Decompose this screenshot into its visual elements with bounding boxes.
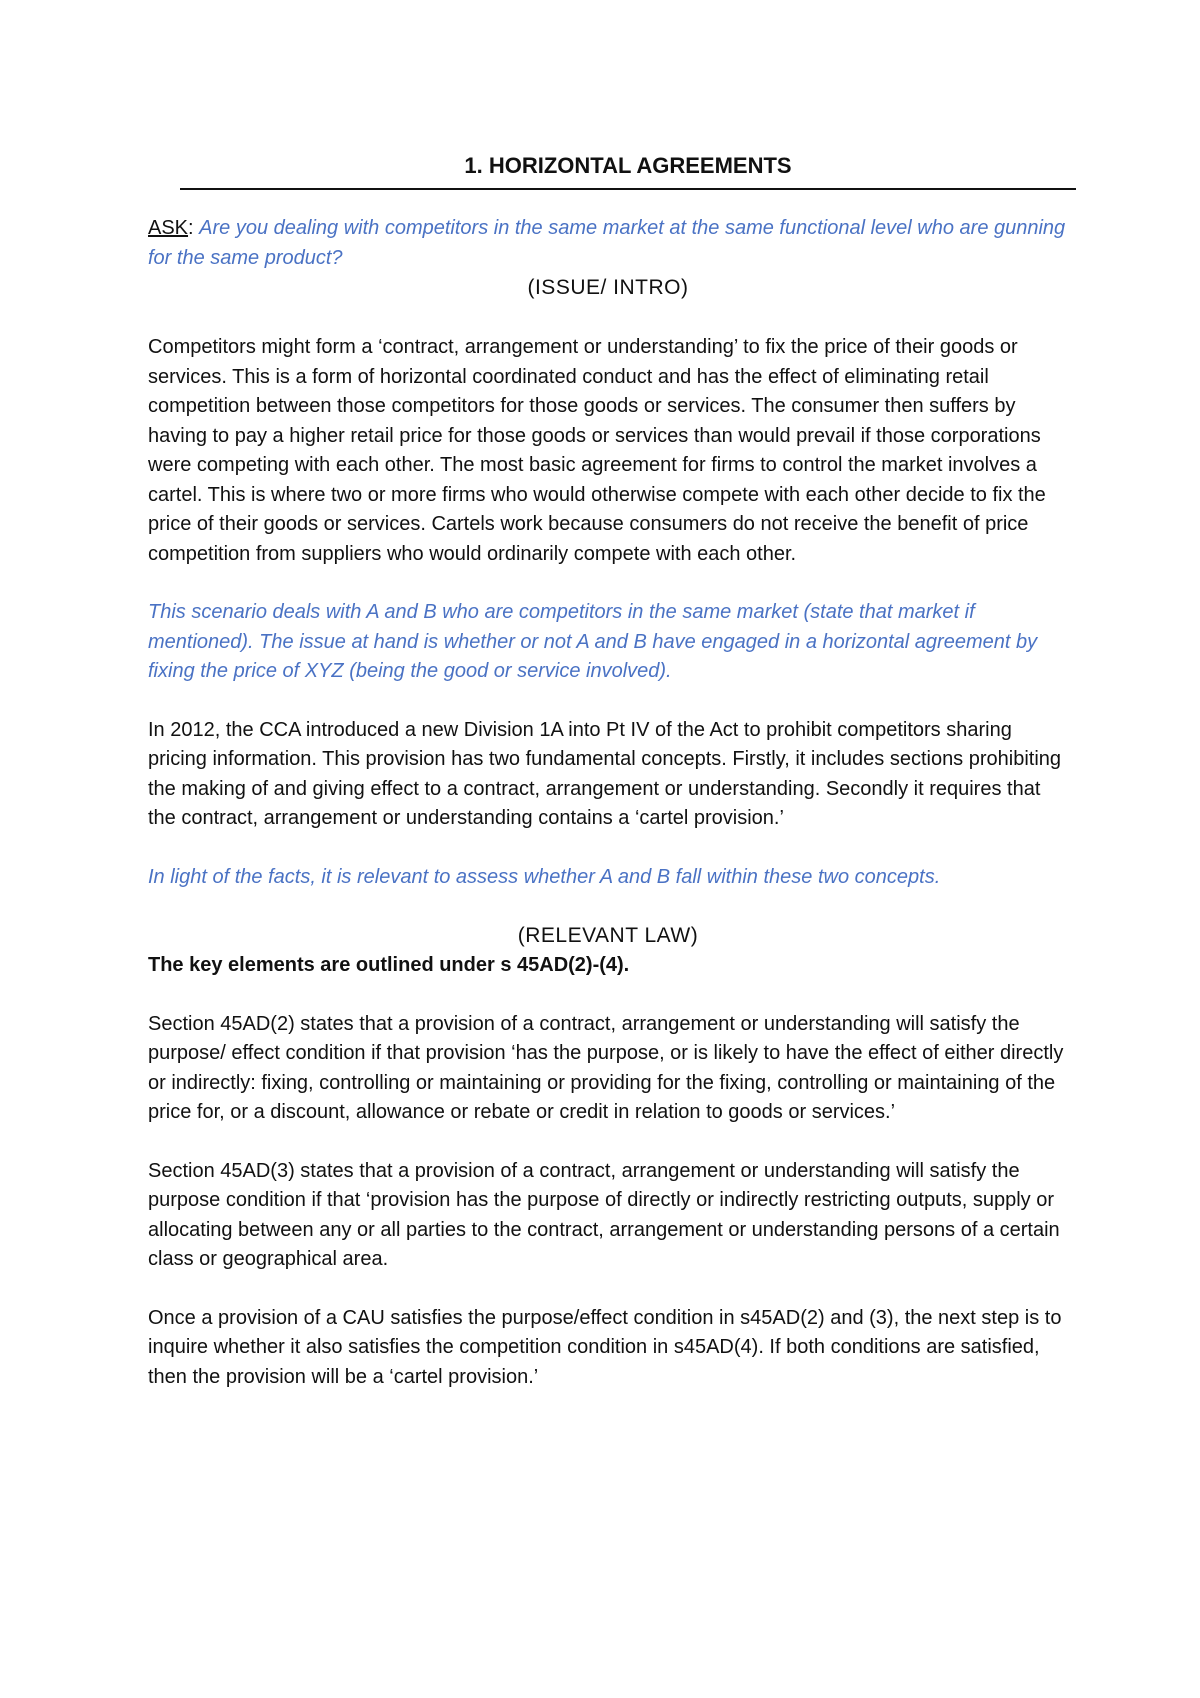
document-heading: 1. HORIZONTAL AGREEMENTS	[180, 150, 1076, 190]
ask-label: ASK	[148, 217, 189, 239]
scenario-paragraph: This scenario deals with A and B who are competitors in the same market (state that market if mentioned). The issue at hand is whether or not A and B have engaged in a horizontal agreement by fixing the price of XYZ (being the good or service involved).	[148, 601, 1038, 682]
issue-intro-label: (ISSUE/ INTRO)	[527, 276, 689, 299]
relevant-law-label: (RELEVANT LAW)	[517, 924, 699, 947]
division-paragraph: In 2012, the CCA introduced a new Division 1A into Pt IV of the Act to prohibit competitors sharing pricing information. This provision has two fundamental concepts. Firstly, it includes sections prohibiting the making of and giving effect to a contract, arrangement or understanding. Secondly it requires that the contract, arrangement or understanding contains a ‘cartel provision.’	[148, 718, 1062, 829]
ask-colon: :	[188, 217, 194, 239]
s45ad3-paragraph: Section 45AD(3) states that a provision of a contract, arrangement or understanding will satisfy the purpose condition if that ‘provision has the purpose of directly or indirectly restricting outputs, supply or allocating between any or all parties to the contract, arrangement or understanding persons of a certain class or geographical area.	[148, 1159, 1060, 1270]
document-page	[148, 150, 1068, 1392]
s45ad2-paragraph: Section 45AD(2) states that a provision of a contract, arrangement or understanding will satisfy the purpose/ effect condition if that provision ‘has the purpose, or is likely to have the effect of either directly or indirectly: fixing, controlling or maintaining or providing for the fixing, controlling or maintaining of the price for, or a discount, allowance or rebate or credit in relation to goods or services.’	[148, 1012, 1064, 1123]
cau-paragraph: Once a provision of a CAU satisfies the purpose/effect condition in s45AD(2) and (3), the next step is to inquire whether it also satisfies the competition condition in s45AD(4). If both conditions are satisfied, then the provision will be a ‘cartel provision.’	[148, 1306, 1062, 1388]
key-elements-line: The key elements are outlined under s 45AD(2)-(4).	[148, 954, 630, 976]
ask-question: Are you dealing with competitors in the same market at the same functional level who are gunning for the same product?	[148, 217, 1066, 269]
facts-paragraph: In light of the facts, it is relevant to assess whether A and B fall within these two concepts.	[148, 865, 941, 888]
ask-prompt	[148, 214, 1068, 273]
intro-paragraph: Competitors might form a ‘contract, arrangement or understanding’ to fix the price of their goods or services. This is a form of horizontal coordinated conduct and has the effect of eliminating retail competition between those competitors for those goods or services. The consumer then suffers by having to pay a higher retail price for those goods or services than would prevail if those corporations were competing with each other. The most basic agreement for firms to control the market involves a cartel. This is where two or more firms who would otherwise compete with each other decide to fix the price of their goods or services. Cartels work because consumers do not receive the benefit of price competition from suppliers who would ordinarily compete with each other.	[148, 336, 1046, 565]
